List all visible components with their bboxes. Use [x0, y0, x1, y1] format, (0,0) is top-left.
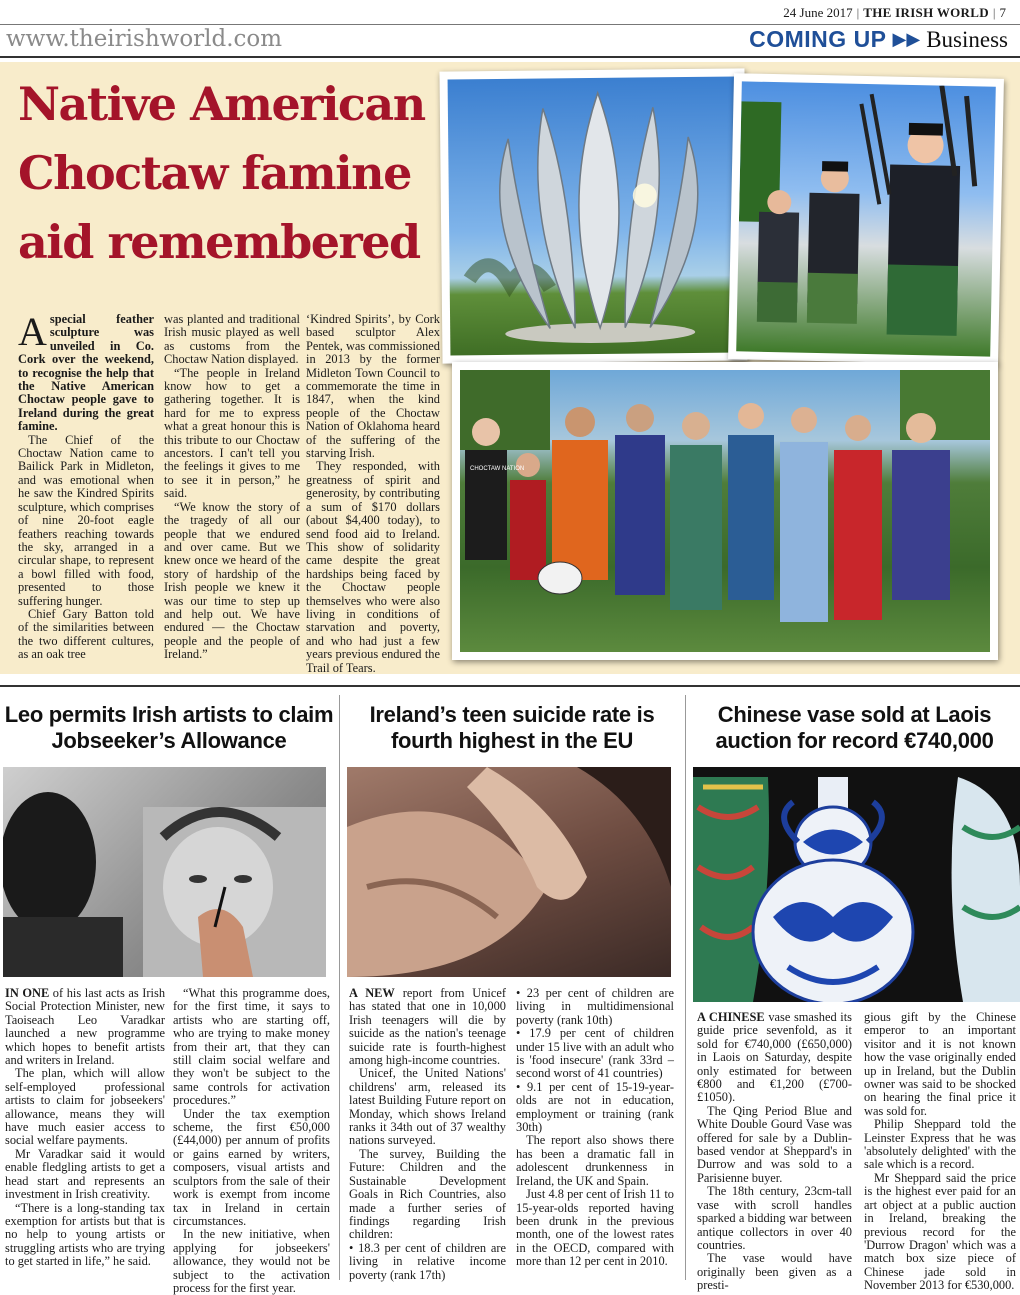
column-divider [685, 695, 686, 1280]
bullet-item: • 23 per cent of children are living in multidimensional poverty (rank 10th) [516, 986, 674, 1027]
bullet-item: • 9.1 per cent of 15-19-year-olds are not in education, employment or training (rank 30th) [516, 1079, 674, 1135]
separator: | [856, 5, 860, 20]
header-rule [0, 56, 1020, 58]
paragraph: was planted and traditional Irish music played as well as customs from the Choctaw Nation displayed. [164, 312, 300, 367]
paragraph: The Chief of the Choctaw Nation came to Bailick Park in Midleton, and was emotional when he saw the Kindred Spirits sculpture, which comprises of nine 20-foot eagle feathers reaching towards the sky, arranged in a circular shape, to represent a bowl filled with food, presented to those suffering hunger. [18, 432, 154, 608]
paragraph: Unicef, the United Nations' childrens' arm, released its latest Building Future report on Monday, which shows Ireland ranks it 34th out of 37 wealthy nations surveyed. [349, 1066, 506, 1148]
issue-date: 24 June 2017 [783, 5, 853, 20]
paragraph: Under the tax exemption scheme, the first €50,000 (£44,000) per annum of profits or gains earned by writers, composers, visual artists and sculptors from the sale of their work is exempt from income tax in Ireland in certain circumstances. [173, 1106, 330, 1228]
artist-graphic [3, 767, 326, 977]
feature-column-1 [18, 309, 154, 662]
paragraph: vase smashed its guide price sevenfold, as it sold for €740,000 (£650,000) in Laois on Saturday, despite only estimated for between €800 and €1,200 (£700-£1050). [697, 1010, 852, 1105]
paragraph: The report also shows there has been a dramatic fall in adolescent drunkenness in Ireland, the UK and Spain. [516, 1133, 674, 1188]
story-headline: Leo permits Irish artists to claim Jobseeker’s Allowance [4, 702, 334, 753]
paragraph: In the new initiative, when applying for jobseekers' allowance, they would not be subject to the activation process for the first year. [173, 1227, 330, 1295]
coming-up-banner [749, 26, 1008, 53]
paragraph: “The people in Ireland know how to get a gathering together. It is hard for me to express what a great honour this is this tribute to our Choctaw ancestors. I can't tell you the feelings it gives to me to see it in person,” he said. [164, 365, 300, 501]
paragraph: The 18th century, 23cm-tall vase with scroll handles sparked a bidding war between antique collectors in over 40 countries. [697, 1184, 852, 1252]
double-arrow-icon: ▶▶ [892, 29, 921, 50]
story-column [173, 987, 330, 1295]
feature-column-3 [306, 313, 440, 675]
page-number: 7 [999, 5, 1006, 20]
paragraph: The survey, Building the Future: Children and the Sustainable Development Goals in Rich Countries, also made a further series of findings regarding Irish children: [349, 1146, 506, 1242]
group-photo [452, 362, 998, 660]
paragraph: of his last acts as Irish Social Protection Minister, new Taoiseach Leo Varadkar launched a new programme which hopes to benefit artists and writers in Ireland. [5, 986, 166, 1068]
paragraph: Mr Sheppard said the price is the highest ever paid for an art object at a public auction in Ireland, breaking the previous record for the 'Durrow Dragon' which was a match box size piece of Chinese jade sold in November 2013 for €530,000. [864, 1170, 1016, 1293]
teen-photo [347, 767, 671, 977]
bullet-item: • 17.9 per cent of children under 15 live with an adult who is 'food insecure' (rank 33rd – second worst of 41 countries) [516, 1026, 674, 1081]
paragraph: The Qing Period Blue and White Double Gourd Vase was offered for sale by a Dublin-based vendor at Sheppard's in Durrow and was sold to a Parisienne buyer. [697, 1103, 852, 1185]
story-lead: A NEW [349, 986, 395, 1000]
paragraph: “There is a long-standing tax exemption for artists but that is no help to young artists or struggling artists who are trying to get started in life,” he said. [5, 1200, 165, 1269]
paragraph: “What this programme does, for the first time, it says to artists who are starting off, who are trying to make money from their art, that they can still claim social welfare and they won't be subject to the same controls for activation procedures.” [173, 986, 330, 1108]
feature-lead: special feather sculpture was unveiled in Co. Cork over the weekend, to recognise the help that the Native American Choctaw people gave to Ireland during the great famine. [18, 312, 154, 434]
story-headline: Chinese vase sold at Laois auction for record €740,000 [715, 702, 994, 753]
website-url: www.theirishworld.com [6, 26, 283, 52]
teen-graphic [347, 767, 671, 977]
sculpture-photo [439, 68, 747, 363]
publication-name: THE IRISH WORLD [863, 5, 989, 20]
story-lead: A CHINESE [697, 1010, 765, 1024]
vase-photo [693, 767, 1020, 1002]
paragraph: They responded, with greatness of spirit and generosity, by contributing a sum of $170 dollars (about $4,400 today), to send food aid to Ireland. This show of solidarity came despite the great hardships being faced by the Choctaw people themselves who were also living in conditions of starvation and poverty, and who had just a few years previous endured the Trail of Tears. [306, 459, 440, 675]
masthead-dateline [783, 5, 1006, 21]
paragraph: Mr Varadkar said it would enable fledgling artists to get a head start and represents an investment in Irish creativity. [5, 1146, 165, 1202]
separator: | [992, 5, 996, 20]
pipers-photo [728, 73, 1004, 365]
artist-photo [3, 767, 326, 977]
paragraph: The plan, which will allow self-employed professional artists to claim for jobseekers' allowance, means they will have much easier access to social welfare payments. [5, 1066, 165, 1148]
top-rule [0, 24, 1020, 25]
coming-up-label: COMING UP [749, 26, 887, 52]
story-lead: IN ONE [5, 986, 50, 1000]
feature-column-2 [164, 313, 300, 662]
pipers-graphic [736, 81, 996, 356]
paragraph: The vase would have originally been given as a presti- [697, 1251, 852, 1293]
paragraph: Just 4.8 per cent of Irish 11 to 15-year-olds reported having been drunk in the previous month, one of the lowest rates in the OECD, compared with more than 12 per cent in 2010. [516, 1187, 674, 1269]
feature-headline: Native American Choctaw famine aid remembered [18, 77, 425, 269]
story-headline: Ireland’s teen suicide rate is fourth highest in the EU [369, 702, 655, 753]
feather-sculpture-graphic [448, 76, 740, 355]
story-column [349, 987, 506, 1282]
paragraph: report from Unicef has stated that one in 10,000 Irish teenagers will die by suicide as the nation's teenage suicide rate is fourth-highest among high-income countries. [349, 986, 506, 1068]
paragraph: Philip Sheppard told the Leinster Express that he was 'absolutely delighted' with the sale which is a record. [864, 1117, 1016, 1172]
story-column [516, 987, 674, 1269]
drop-cap: A [18, 309, 47, 354]
paragraph: “We know the story of the tragedy of all our people that we endured and over came. But we knew once we heard of the story of hardship of the Irish people we knew it was our time to step up and help out. We have endured — the Choctaw people and the people of Ireland.” [164, 499, 300, 662]
vase-graphic [693, 767, 1020, 1002]
section-rule [0, 685, 1020, 687]
paragraph: ‘Kindred Spirits’, by Cork based sculptor Alex Pentek, was commissioned in 2013 by the former Midleton Town Council to commemorate the time in 1847, when the kind people of the Choctaw Nation of Oklahoma heard of the suffering of the starving Irish. [306, 312, 440, 461]
bullet-item: • 18.3 per cent of children are living in relative income poverty (rank 17th) [349, 1240, 506, 1282]
group-graphic [460, 370, 990, 652]
paragraph: gious gift by the Chinese emperor to an important visitor and it is not known how the vase originally ended up in Ireland, but the Dublin owner was said to be shocked on hearing the final price it was sold for. [864, 1010, 1016, 1118]
story-column [697, 1011, 852, 1293]
story-column [864, 1011, 1016, 1293]
shirt-text: CHOCTAW NATION [470, 466, 525, 472]
column-divider [339, 695, 340, 1280]
coming-up-section: Business [926, 26, 1008, 52]
story-column [5, 987, 165, 1269]
paragraph: Chief Gary Batton told of the similarities between the two different cultures, as an oak tree [18, 606, 154, 662]
